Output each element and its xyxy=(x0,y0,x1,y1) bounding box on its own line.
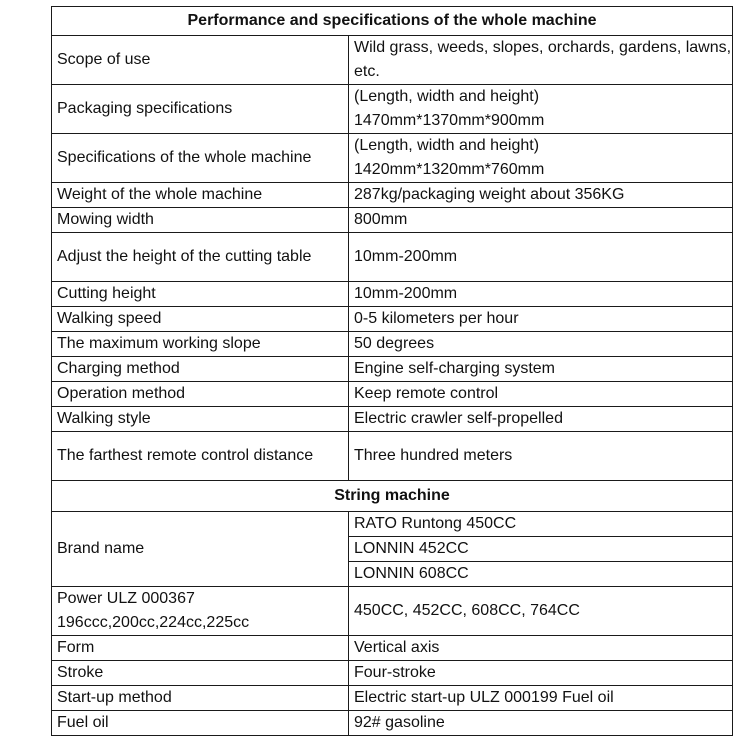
spec-label: The maximum working slope xyxy=(52,332,349,357)
spec-label: Start-up method xyxy=(52,686,349,711)
section-title-performance: Performance and specifications of the whole machine xyxy=(52,7,733,36)
spec-value: Wild grass, weeds, slopes, orchards, gardens, lawns, etc. xyxy=(349,36,733,85)
spec-value: 10mm-200mm xyxy=(349,282,733,307)
spec-value: 92# gasoline xyxy=(349,711,733,736)
spec-value: Vertical axis xyxy=(349,636,733,661)
spec-value: 287kg/packaging weight about 356KG xyxy=(349,183,733,208)
spec-value: Four-stroke xyxy=(349,661,733,686)
spec-label: Specifications of the whole machine xyxy=(52,134,349,183)
section-title-string-machine: String machine xyxy=(52,481,733,512)
spec-label: Power ULZ 000367 196ccc,200cc,224cc,225cc xyxy=(52,587,349,636)
specifications-table xyxy=(51,6,733,736)
spec-value: 800mm xyxy=(349,208,733,233)
spec-label: Walking speed xyxy=(52,307,349,332)
spec-value: 450CC, 452CC, 608CC, 764CC xyxy=(349,587,733,636)
spec-label: Charging method xyxy=(52,357,349,382)
spec-label: Form xyxy=(52,636,349,661)
spec-value: Electric crawler self-propelled xyxy=(349,407,733,432)
spec-label: Walking style xyxy=(52,407,349,432)
brand-value: LONNIN 452CC xyxy=(349,537,733,562)
spec-label: Scope of use xyxy=(52,36,349,85)
brand-value: RATO Runtong 450CC xyxy=(349,512,733,537)
spec-value: Engine self-charging system xyxy=(349,357,733,382)
spec-value: (Length, width and height) 1420mm*1320mm*760mm xyxy=(349,134,733,183)
spec-value: 50 degrees xyxy=(349,332,733,357)
spec-label-brand: Brand name xyxy=(52,512,349,587)
spec-value: Three hundred meters xyxy=(349,432,733,481)
spec-value: 0-5 kilometers per hour xyxy=(349,307,733,332)
spec-label: Weight of the whole machine xyxy=(52,183,349,208)
spec-label: Fuel oil xyxy=(52,711,349,736)
spec-value: 10mm-200mm xyxy=(349,233,733,282)
spec-label: Operation method xyxy=(52,382,349,407)
spec-value: Electric start-up ULZ 000199 Fuel oil xyxy=(349,686,733,711)
spec-label: Packaging specifications xyxy=(52,85,349,134)
spec-label: Mowing width xyxy=(52,208,349,233)
spec-label: Cutting height xyxy=(52,282,349,307)
brand-value: LONNIN 608CC xyxy=(349,562,733,587)
spec-label: Stroke xyxy=(52,661,349,686)
spec-label: Adjust the height of the cutting table xyxy=(52,233,349,282)
spec-value: Keep remote control xyxy=(349,382,733,407)
spec-value: (Length, width and height) 1470mm*1370mm*900mm xyxy=(349,85,733,134)
spec-label: The farthest remote control distance xyxy=(52,432,349,481)
